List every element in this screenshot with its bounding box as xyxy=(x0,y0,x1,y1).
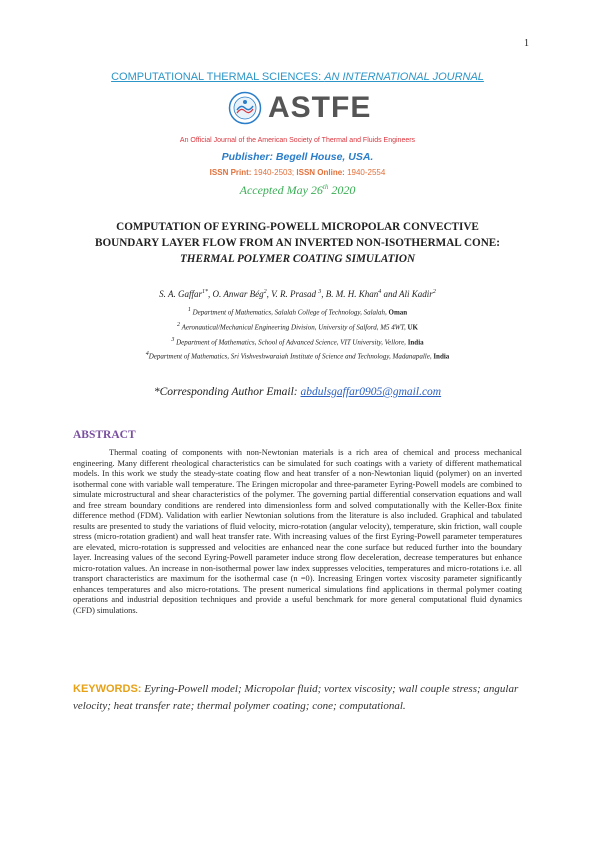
affiliation-4 xyxy=(0,351,595,360)
accepted-date xyxy=(0,183,595,198)
accepted-sup: th xyxy=(322,183,329,191)
journal-title-main: COMPUTATIONAL THERMAL SCIENCES: xyxy=(111,71,325,83)
corresponding-email-link[interactable]: abdulsgaffar0905@gmail.com xyxy=(300,386,442,398)
author-name: B. M. H. Khan xyxy=(325,289,379,299)
affiliation-country: Oman xyxy=(388,308,408,317)
page-number: 1 xyxy=(524,38,529,49)
keywords-text: Eyring-Powell model; Micropolar fluid; vortex viscosity; wall couple stress; angular velocity; heat transfer rate; thermal polymer coating; cone; computational. xyxy=(73,683,519,712)
title-line-2: BOUNDARY LAYER FLOW FROM AN INVERTED NON-ISOTHERMAL CONE: xyxy=(94,237,500,249)
issn-line xyxy=(0,168,595,177)
affiliation-sup: 2 xyxy=(177,322,181,328)
abstract-heading: ABSTRACT xyxy=(73,429,136,441)
affiliation-country: UK xyxy=(407,323,418,332)
issn-print-label: ISSN Print: xyxy=(209,168,252,177)
affiliation-sup: 1 xyxy=(187,307,191,313)
author-name: O. Anwar Bég xyxy=(212,289,264,299)
affiliation-country: India xyxy=(407,338,424,347)
author-sup: 1* xyxy=(202,289,209,295)
author-sep: and xyxy=(381,289,400,299)
official-journal-line: An Official Journal of the American Society of Thermal and Fluids Engineers xyxy=(179,137,416,144)
affiliation-text: Department of Mathematics, Sri Vishveshwaraiah Institute of Science and Technology, Madanapalle, xyxy=(148,352,434,361)
affiliation-1 xyxy=(0,307,595,316)
astfe-logo xyxy=(228,90,371,126)
author-sup: 3 xyxy=(318,289,322,295)
author-name: S. A. Gaffar xyxy=(159,289,203,299)
issn-online-value: 1940-2554 xyxy=(344,168,386,177)
title-line-3: THERMAL POLYMER COATING SIMULATION xyxy=(179,253,416,265)
affiliation-text: Aeronautical/Mechanical Engineering Division, University of Salford, M5 4WT, xyxy=(180,323,408,332)
affiliation-text: Department of Mathematics, Salalah College of Technology, Salalah, xyxy=(190,308,389,317)
affiliation-text: Department of Mathematics, School of Advanced Science, VIT University, Vellore, xyxy=(174,338,408,347)
accepted-post: 2020 xyxy=(328,183,356,197)
keywords xyxy=(73,681,525,715)
abstract-body: Thermal coating of components with non-Newtonian materials is a rich area of chemical and process mechanical engineering. Many different rheological characteristics can be simulated for such coatings with a variety of different mathematical models. In this work we study the steady-state coating flow and heat transfer of a non-Newtonian liquid (polymer) on an inverted isothermal cone with variable wall temperature. The Eringen micropolar and three-parameter Eyring-Powell models are combined to simulate microstructural and shear characteristics of the polymer. The governing partial differential conservation equations and wall and free stream boundary conditions are rendered into dimensionless form and solved computationally with the Keller-Box finite difference method (FDM). Validation with earlier Newtonian solutions from the literature is also included. Graphical and tabulated results are presented to study the variations of fluid velocity, micro-rotation (angular velocity), temperature, skin friction, wall couple stress (micro-rotation gradient) and wall heat transfer rate. With increasing values of the first Eyring-Powell parameter temperatures are elevated, micro-rotation is suppressed and velocities are enhanced near the cone surface but reduced further into the boundary layer. Increasing values of the second Eyring-Powell parameter induce strong flow deceleration, decrease temperatures but enhance micro-rotation values. An increase in non-isothermal power law index suppresses velocities, temperatures and micro-rotations i.e. all transport characteristics are maximum for the isothermal case (n =0). Increasing Eringen vortex viscosity parameter significantly enhances temperatures and also micro-rotations. The present numerical simulations find applications in thermal polymer coating operations and industrial deposition techniques and provide a useful benchmark for more general computational fluid dynamics (CFD) simulations. xyxy=(73,448,522,615)
author-sup: 4 xyxy=(378,289,382,295)
keywords-label: KEYWORDS: xyxy=(73,683,142,695)
journal-title-italic: AN INTERNATIONAL JOURNAL xyxy=(324,71,484,83)
accepted-pre: Accepted May 26 xyxy=(239,183,323,197)
astfe-seal-icon xyxy=(228,91,262,125)
affiliation-2 xyxy=(0,322,595,331)
affiliation-country: India xyxy=(433,352,450,361)
affiliation-3 xyxy=(0,337,595,346)
issn-print-value: 1940-2503; xyxy=(251,168,297,177)
author-sep: , xyxy=(321,289,326,299)
journal-title[interactable] xyxy=(0,71,595,83)
publisher-line: Publisher: Begell House, USA. xyxy=(221,151,374,163)
title-line-1: COMPUTATION OF EYRING-POWELL MICROPOLAR CONVECTIVE xyxy=(116,221,479,233)
author-name: Ali Kadir xyxy=(399,289,433,299)
affiliation-sup: 3 xyxy=(171,337,175,343)
logo-text: ASTFE xyxy=(268,91,372,124)
affiliation-sup: 4 xyxy=(145,351,149,357)
paper-title xyxy=(60,219,535,267)
corresponding-author xyxy=(0,386,595,398)
author-list xyxy=(0,289,595,299)
issn-online-label: ISSN Online: xyxy=(296,168,345,177)
author-sup: 2 xyxy=(263,289,267,295)
author-name: V. R. Prasad xyxy=(271,289,319,299)
corresponding-label: *Corresponding Author Email: xyxy=(153,386,301,398)
author-sep: , xyxy=(266,289,272,299)
author-sep: , xyxy=(208,289,213,299)
author-sup: 2 xyxy=(432,289,436,295)
